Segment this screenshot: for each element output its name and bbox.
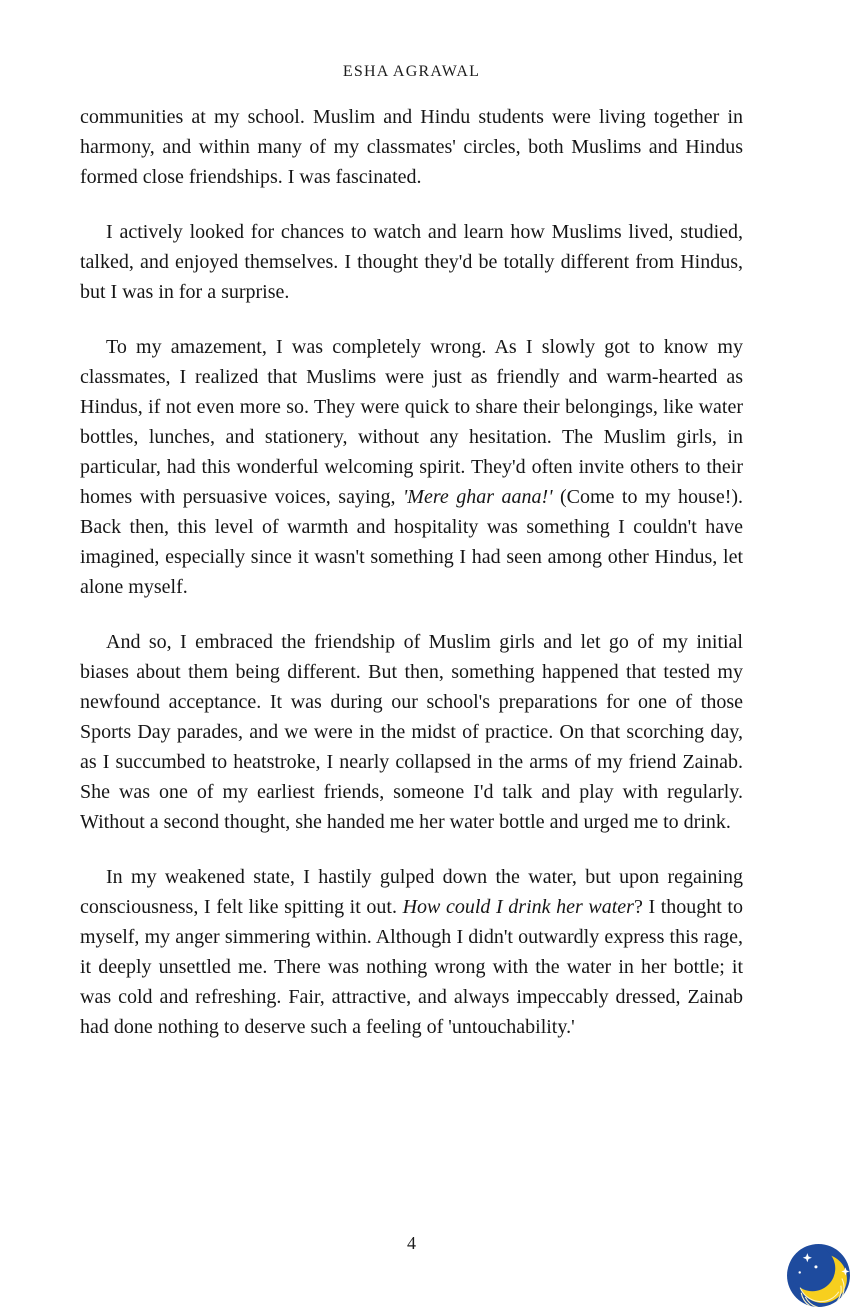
- paragraph-segment: And so, I embraced the friendship of Muslim girls and let go of my initial biases about them being different. But then, something happened that tested my newfound acceptance. It was during our school's preparations for one of those Sports Day parades, and we were in the midst of practice. On that scorching day, as I succumbed to heatstroke, I nearly collapsed in the arms of my friend Zainab. She was one of my earliest friends, someone I'd talk and play with regularly. Without a second thought, she handed me her water bottle and urged me to drink.: [80, 631, 743, 833]
- star-dot-icon: [798, 1271, 800, 1273]
- paragraph-segment: communities at my school. Muslim and Hindu students were living together in harmony, and within many of my classmates' circles, both Muslims and Hindus formed close friendships. I was fascinated.: [80, 106, 743, 188]
- paragraph: [80, 627, 743, 837]
- paragraph-segment-italic: 'Mere ghar aana!': [403, 486, 553, 508]
- paragraph-segment: ? I thought to myself, my anger simmering within. Although I didn't outwardly express this rage, it deeply unsettled me. There was nothing wrong with the water in her bottle; it was cold and refreshing. Fair, attractive, and always impeccably dressed, Zainab had done nothing to deserve such a feeling of 'untouchability.': [80, 896, 743, 1038]
- page-number: 4: [407, 1233, 416, 1253]
- running-header-author: ESHA AGRAWAL: [342, 63, 481, 80]
- paragraph-segment: (Come to my house!). Back then, this level of warmth and hospitality was something I couldn't have imagined, especially since it wasn't something I had seen among other Hindus, let alone myself.: [80, 486, 744, 598]
- paragraph: [80, 217, 743, 307]
- paragraph-segment: In my weakened state, I hastily gulped down the water, but upon regaining consciousness, I felt like spitting it out.: [80, 866, 743, 918]
- paragraph: [80, 102, 743, 192]
- moon-badge-button[interactable]: [786, 1243, 851, 1308]
- paragraph-segment-italic: How could I drink her water: [402, 896, 634, 918]
- paragraph: [80, 332, 743, 602]
- paragraph-segment: I actively looked for chances to watch and learn how Muslims lived, studied, talked, and enjoyed themselves. I thought they'd be totally different from Hindus, but I was in for a surprise.: [80, 221, 743, 303]
- paragraph: [80, 862, 743, 1042]
- paragraph-segment: To my amazement, I was completely wrong. As I slowly got to know my classmates, I realized that Muslims were just as friendly and warm-hearted as Hindus, if not even more so. They were quick to share their belongings, like water bottles, lunches, and stationery, without any hesitation. The Muslim girls, in particular, had this wonderful welcoming spirit. They'd often invite others to their homes with persuasive voices, saying,: [80, 336, 743, 508]
- moon-cutout: [790, 1246, 836, 1292]
- star-dot-icon: [814, 1265, 817, 1268]
- body-text-block: [80, 102, 743, 1067]
- moon-icon: [786, 1243, 851, 1308]
